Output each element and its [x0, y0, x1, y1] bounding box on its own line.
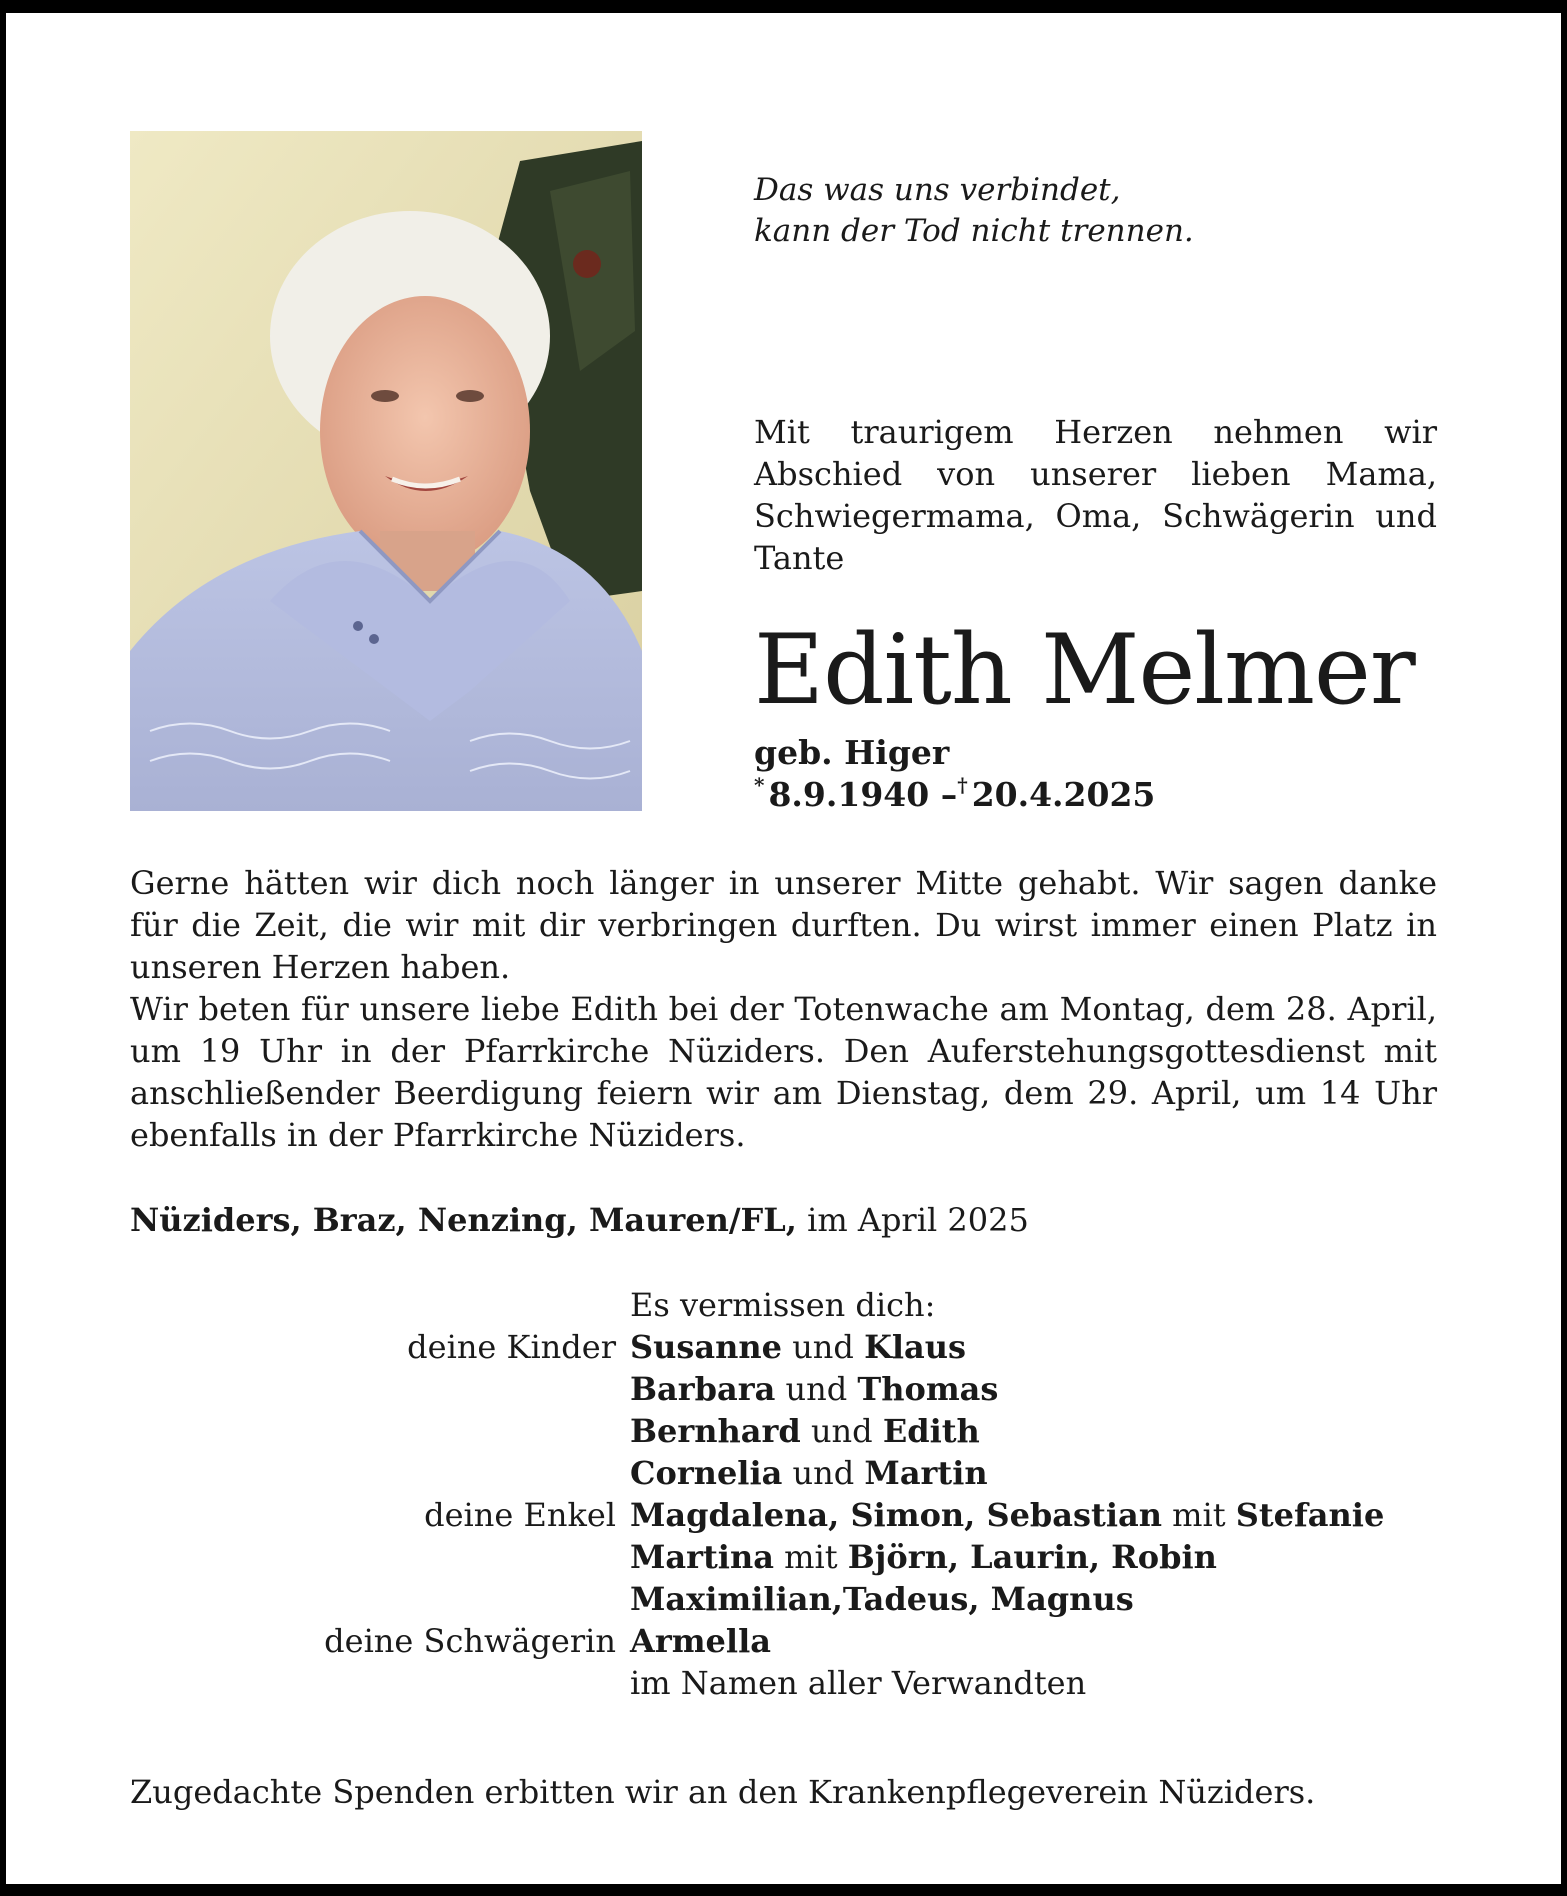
places: Nüziders, Braz, Nenzing, Mauren/FL,: [130, 1201, 797, 1239]
list-item: Armella: [630, 1622, 771, 1660]
body-paragraph-1: Gerne hätten wir dich noch länger in unserer Mitte gehabt. Wir sagen danke für die Zeit, die wir mit dir verbringen durften. Du wirst immer einen Platz in unseren Herzen haben.: [130, 864, 1437, 986]
body-paragraph-2: Wir beten für unsere liebe Edith bei der Totenwache am Montag, dem 28. April, um 19 Uhr in der Pfarrkirche Nüziders. Den Auferstehungsgottesdienst mit anschließender Beerdigung feiern wir am Dienstag, dem 29. April, um 14 Uhr ebenfalls in der Pfarrkirche Nüziders.: [130, 990, 1437, 1154]
place-date-line: [130, 1199, 1029, 1241]
memorial-quote: [754, 170, 1194, 252]
death-mark: †: [957, 773, 968, 797]
death-date: 20.4.2025: [971, 775, 1156, 814]
life-dates: [754, 775, 1155, 815]
list-item: Martina mit Björn, Laurin, Robin: [630, 1538, 1217, 1576]
mourners-heading: Es vermissen dich:: [630, 1286, 936, 1324]
quote-line-1: Das was uns verbindet,: [754, 172, 1121, 208]
sister-in-law-label: deine Schwägerin: [324, 1622, 616, 1660]
children-label: deine Kinder: [407, 1328, 616, 1366]
intro-text: Mit traurigem Herzen nehmen wir Abschied von unserer lieben Mama, Schwiegermama, Oma, Schwägerin und Tante: [754, 413, 1437, 577]
portrait-photo: [130, 131, 642, 811]
list-item: Maximilian,Tadeus, Magnus: [630, 1580, 1134, 1618]
quote-line-2: kann der Tod nicht trennen.: [754, 213, 1194, 249]
closing-line: im Namen aller Verwandten: [630, 1664, 1087, 1702]
date-dash: –: [940, 775, 958, 814]
birth-date: 8.9.1940: [768, 775, 930, 814]
mourners-list: [130, 1284, 1450, 1704]
donation-note: Zugedachte Spenden erbitten wir an den Krankenpflegeverein Nüziders.: [130, 1773, 1316, 1811]
birth-mark: *: [754, 773, 765, 797]
maiden-name: geb. Higer: [754, 733, 950, 772]
deceased-name: Edith Melmer: [754, 614, 1415, 726]
body-text: [130, 862, 1437, 1156]
list-item: Bernhard und Edith: [630, 1412, 980, 1450]
notice-date: im April 2025: [807, 1201, 1029, 1239]
list-item: Barbara und Thomas: [630, 1370, 999, 1408]
list-item: Susanne und Klaus: [630, 1328, 967, 1366]
grandchildren-label: deine Enkel: [424, 1496, 616, 1534]
list-item: Magdalena, Simon, Sebastian mit Stefanie: [630, 1496, 1385, 1534]
list-item: Cornelia und Martin: [630, 1454, 988, 1492]
